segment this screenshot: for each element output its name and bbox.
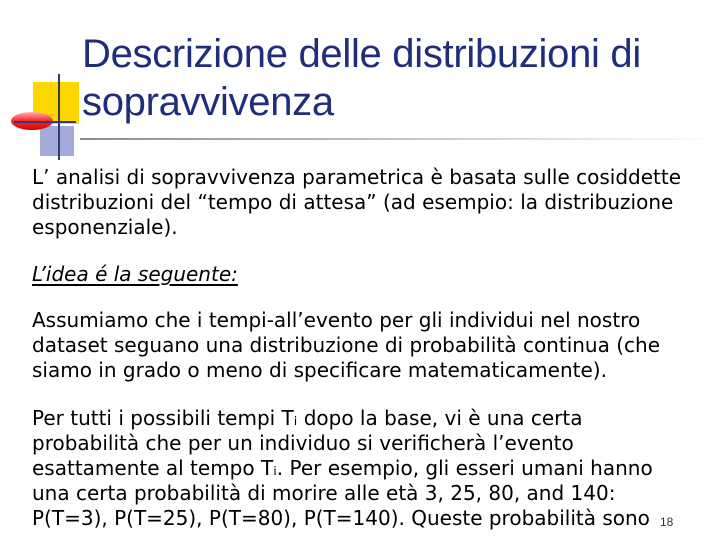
assumption-paragraph: Assumiamo che i tempi-all’evento per gli individui nel nostro dataset seguano una distribuzione di probabilità continua (che siamo in grado o meno di specificare matematicamente).: [32, 308, 660, 382]
page-number: 18: [660, 515, 674, 529]
decorative-vertical-line: [58, 74, 60, 160]
intro-paragraph: L’ analisi di sopravvivenza parametrica è basata sulle cosiddette distribuzioni del “tempo di attesa” (ad esempio: la distribuzione esponenziale).: [32, 165, 682, 239]
subheading: L’idea é la seguente:: [32, 262, 238, 286]
probability-paragraph: Per tutti i possibili tempi Tᵢ dopo la base, vi è una certa probabilità che per un individuo si verificherà l’evento esattamente al tempo Tᵢ. Per esempio, gli esseri umani hanno una certa probabilità di morire alle età 3, 25, 80, and 140: P(T=3), P(T=25), P(T=80), P(T=140). Queste probabilità sono: [32, 406, 653, 530]
decorative-horizontal-line: [14, 121, 76, 123]
slide-title-line-1: Descrizione delle distribuzioni di: [82, 32, 641, 76]
decorative-blue-square: [40, 126, 74, 156]
slide-title: [82, 30, 712, 126]
slide-title-line-2: sopravvivenza: [82, 80, 334, 124]
title-underline-rule: [80, 138, 720, 140]
